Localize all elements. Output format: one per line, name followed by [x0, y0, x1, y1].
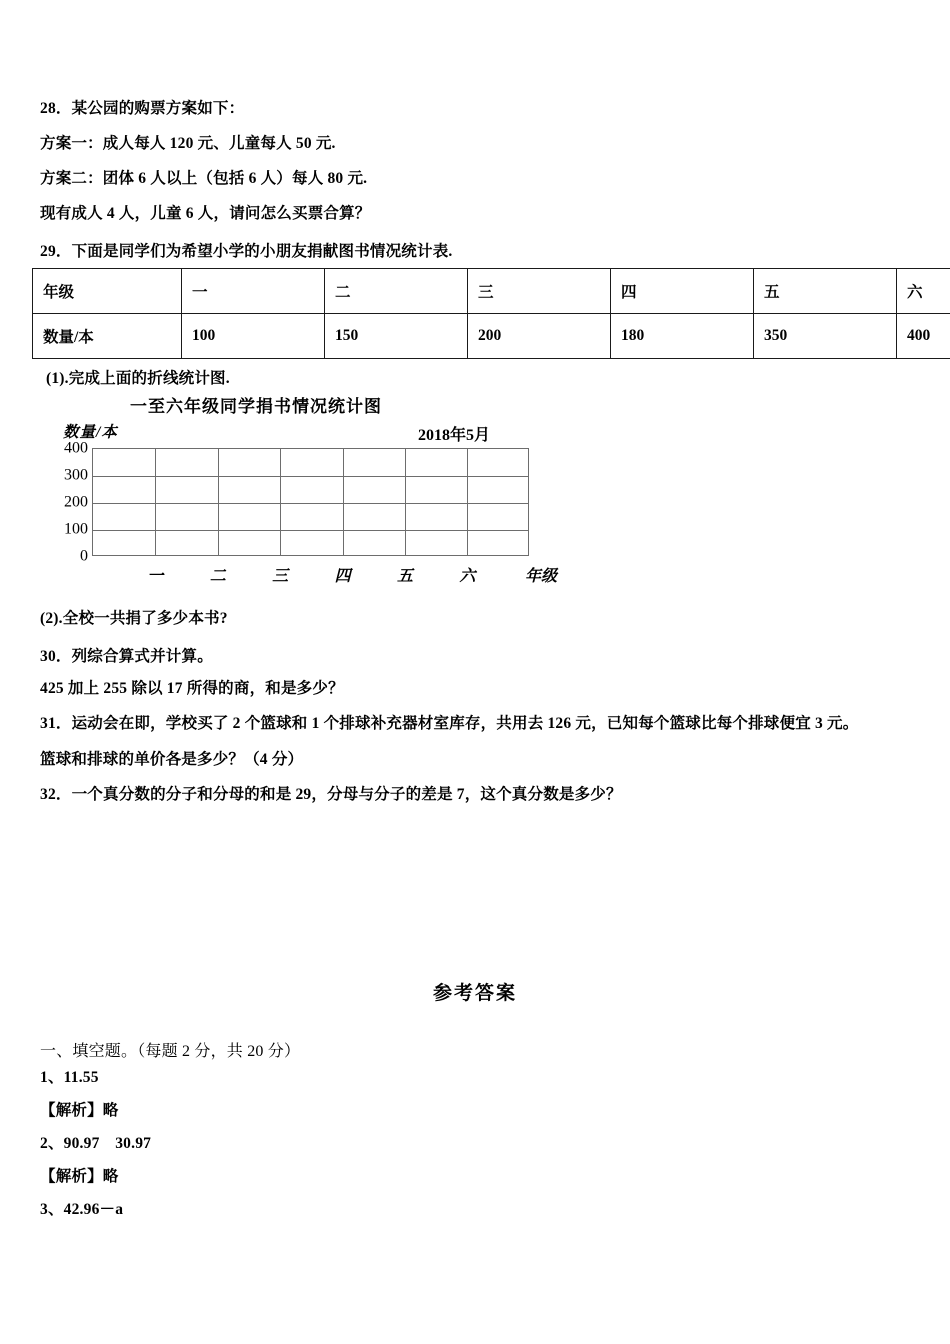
y-tick-400: 400 — [64, 439, 88, 457]
y-tick-0: 0 — [80, 547, 88, 565]
question-30-body: 425 加上 255 除以 17 所得的商，和是多少？ — [40, 680, 344, 697]
gridline-vertical-2 — [218, 449, 219, 555]
gridline-vertical-4 — [343, 449, 344, 555]
chart-plot-area — [64, 439, 558, 585]
gridline-vertical-6 — [467, 449, 468, 555]
x-tick-grade-2: 二 — [209, 568, 226, 585]
answer-item-2: 2、90.97 30.97 — [40, 1135, 152, 1152]
table-cell-count-2: 150 — [325, 314, 468, 359]
table-row-counts — [33, 314, 950, 359]
question-28-heading: 28．某公园的购票方案如下： — [40, 100, 245, 117]
chart-date-annotation: 2018年5月 — [418, 427, 491, 444]
question-28-plan-one: 方案一：成人每人 120 元、儿童每人 50 元. — [40, 135, 336, 152]
gridline-horizontal-200 — [93, 503, 528, 504]
answer-explanation-1: 【解析】略 — [40, 1102, 119, 1119]
table-cell-count-5: 350 — [754, 314, 897, 359]
answer-item-1: 1、11.55 — [40, 1069, 99, 1086]
table-cell-grade-4: 四 — [611, 269, 754, 314]
gridline-horizontal-300 — [93, 476, 528, 477]
question-30-heading: 30．列综合算式并计算。 — [40, 648, 213, 665]
table-cell-grade-1: 一 — [182, 269, 325, 314]
answer-explanation-2: 【解析】略 — [40, 1168, 119, 1185]
table-cell-grade-3: 三 — [468, 269, 611, 314]
x-axis-label: 年级 — [524, 568, 558, 585]
chart-y-axis-label: 数量/本 — [63, 424, 118, 441]
question-32: 32．一个真分数的分子和分母的和是 29，分母与分子的差是 7，这个真分数是多少？ — [40, 786, 622, 803]
gridline-vertical-1 — [155, 449, 156, 555]
gridline-horizontal-100 — [93, 530, 528, 531]
x-tick-grade-6: 六 — [459, 568, 476, 585]
question-31-line-2: 篮球和排球的单价各是多少？（4 分） — [40, 751, 304, 768]
question-28-plan-two: 方案二：团体 6 人以上（包括 6 人）每人 80 元. — [40, 170, 368, 187]
question-31-line-1: 31．运动会在即，学校买了 2 个篮球和 1 个排球补充器材室库存，共用去 126 元，已知每个篮球比每个排球便宜 3 元。 — [40, 715, 859, 732]
line-chart-figure — [52, 392, 558, 592]
table-cell-count-6: 400 — [897, 314, 950, 359]
donation-statistics-table — [32, 268, 950, 359]
table-row-header-grade: 年级 — [33, 269, 182, 314]
x-tick-grade-5: 五 — [396, 568, 414, 585]
gridline-vertical-3 — [280, 449, 281, 555]
x-tick-grade-1: 一 — [147, 568, 164, 585]
table-row-grades — [33, 269, 950, 314]
table-cell-count-1: 100 — [182, 314, 325, 359]
question-28-prompt: 现有成人 4 人，儿童 6 人，请问怎么买票合算？ — [40, 205, 371, 222]
table-cell-grade-2: 二 — [325, 269, 468, 314]
question-29-part-2: (2).全校一共捐了多少本书? — [40, 610, 228, 627]
y-tick-100: 100 — [64, 520, 88, 538]
y-tick-200: 200 — [64, 493, 88, 511]
y-tick-300: 300 — [64, 466, 88, 484]
x-tick-grade-3: 三 — [272, 568, 289, 585]
reference-answers-title: 参考答案 — [432, 983, 517, 1004]
table-cell-count-3: 200 — [468, 314, 611, 359]
chart-title: 一至六年级同学捐书情况统计图 — [130, 397, 382, 416]
answer-item-3: 3、42.96－a — [40, 1201, 124, 1218]
table-cell-grade-5: 五 — [754, 269, 897, 314]
table-cell-grade-6: 六 — [897, 269, 950, 314]
x-tick-grade-4: 四 — [334, 568, 351, 585]
gridline-vertical-5 — [405, 449, 406, 555]
table-cell-count-4: 180 — [611, 314, 754, 359]
table-row-header-count: 数量/本 — [33, 314, 182, 359]
question-29-heading: 29．下面是同学们为希望小学的小朋友捐献图书情况统计表. — [40, 243, 453, 260]
question-29-part-1: (1).完成上面的折线统计图. — [46, 370, 230, 387]
answers-section-heading: 一、填空题。（每题 2 分，共 20 分） — [40, 1043, 301, 1060]
